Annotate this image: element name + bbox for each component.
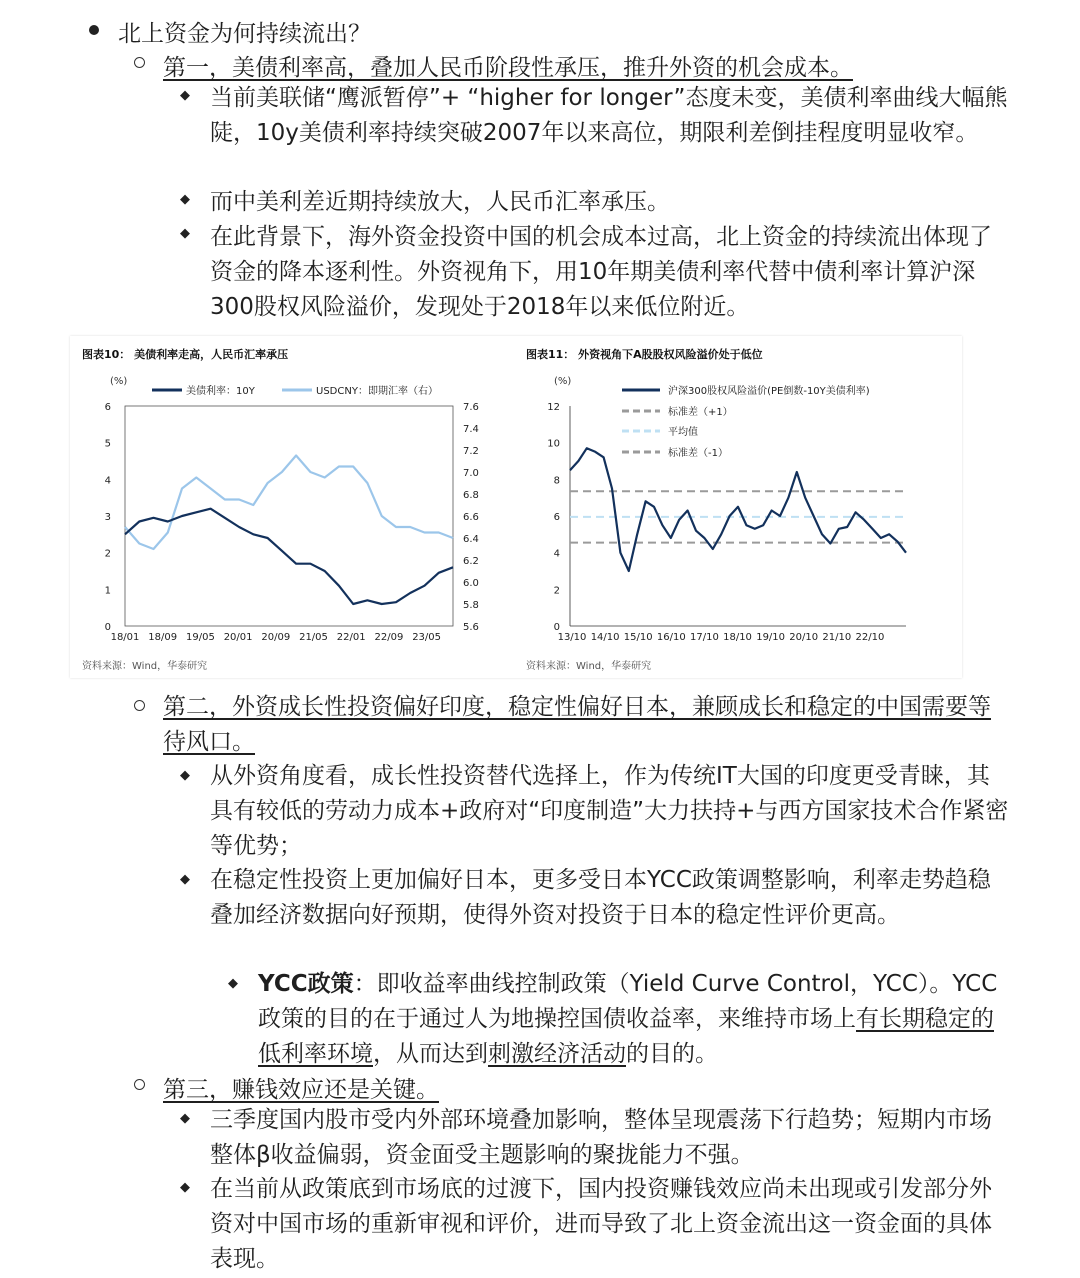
chart11-xtick: 16/10 bbox=[656, 632, 686, 643]
chart10-xtick: 21/05 bbox=[299, 632, 328, 643]
chart11-legend-label-0: 沪深300股权风险溢价(PE倒数-10Y美债利率) bbox=[668, 386, 870, 397]
bullet-diamond: ◆ bbox=[180, 1111, 190, 1126]
point1-bullet-3: 在此背景下，海外资金投资中国的机会成本过高，北上资金的持续流出体现了资金的降本逐利性。外资视角下，用10年期美债利率代替中债利率计算沪深300股权风险溢价，发现处于2018年以来低位附近。 bbox=[210, 224, 992, 320]
chart10-y2tick: 7.4 bbox=[463, 424, 479, 435]
chart11-xtick: 21/10 bbox=[822, 632, 852, 643]
chart11-xtick: 19/10 bbox=[756, 632, 786, 643]
chart10-xtick: 20/01 bbox=[223, 632, 253, 643]
ycc-underline-b: 刺激经济活动 bbox=[488, 1041, 626, 1067]
point1-bullet-2: 而中美利差近期持续放大，人民币汇率承压。 bbox=[210, 189, 670, 215]
ycc-text-b: ，从而达到 bbox=[373, 1041, 488, 1067]
chart11-source: 资料来源：Wind，华泰研究 bbox=[526, 661, 652, 672]
chart10-y2tick: 5.8 bbox=[463, 600, 479, 611]
chart10-xtick: 23/05 bbox=[412, 632, 442, 643]
chart11-ytick: 12 bbox=[547, 402, 560, 413]
bullet-diamond: ◆ bbox=[180, 226, 190, 241]
bullet-diamond: ◆ bbox=[180, 192, 190, 207]
chart11-ytick: 2 bbox=[553, 585, 560, 597]
bullet-diamond: ◆ bbox=[180, 872, 190, 887]
chart10-y2tick: 6.2 bbox=[463, 556, 479, 567]
chart10-y2tick: 6.0 bbox=[463, 578, 479, 589]
bullet-circle bbox=[134, 700, 145, 711]
chart10-y2tick: 7.0 bbox=[463, 468, 479, 479]
point2-bullet-1: 从外资角度看，成长性投资替代选择上，作为传统IT大国的印度更受青睐，其具有较低的劳动力成本+政府对“印度制造”大力扶持+与西方国家技术合作紧密等优势； bbox=[210, 763, 1009, 859]
chart10-y2tick: 7.2 bbox=[463, 446, 479, 457]
chart11-series-line bbox=[570, 448, 906, 571]
chart11-ytick: 4 bbox=[553, 548, 560, 560]
bullet-circle bbox=[134, 57, 145, 68]
chart10-ytick: 0 bbox=[104, 622, 111, 633]
chart11-legend-label-3: 标准差（-1） bbox=[668, 448, 728, 459]
bullet-circle bbox=[134, 1079, 145, 1090]
point3-heading: 第三，赚钱效应还是关键。 bbox=[163, 1077, 439, 1103]
chart11-legend-label-2: 平均值 bbox=[668, 427, 698, 438]
bullet-dot bbox=[89, 25, 99, 35]
chart10-xtick: 20/09 bbox=[261, 632, 291, 643]
section-title: 北上资金为何持续流出？ bbox=[118, 21, 371, 47]
chart11-xtick: 15/10 bbox=[623, 632, 653, 643]
chart11-ytick: 6 bbox=[553, 512, 560, 523]
chart11-xtick: 13/10 bbox=[557, 632, 587, 643]
chart10-xtick: 18/01 bbox=[110, 632, 140, 643]
chart10-series-line-1 bbox=[125, 456, 453, 550]
ycc-text-a: ：即收益率曲线控制政策（Yield Curve Control，YCC）。YCC政策的目的在于通过人为地操控国债收益率，来维持市场上 bbox=[258, 971, 998, 1032]
chart10-xtick: 18/09 bbox=[148, 632, 178, 643]
bullet-diamond: ◆ bbox=[180, 768, 190, 783]
point3-bullet-1: 三季度国内股市受内外部环境叠加影响，整体呈现震荡下行趋势；短期内市场整体β收益偏弱，资金面受主题影响的聚拢能力不强。 bbox=[210, 1107, 992, 1168]
point2-bullet-2: 在稳定性投资上更加偏好日本，更多受日本YCC政策调整影响，利率走势趋稳叠加经济数据向好预期，使得外资对投资于日本的稳定性评价更高。 bbox=[210, 867, 991, 928]
chart11-xtick: 14/10 bbox=[590, 632, 620, 643]
chart10-y2tick: 6.6 bbox=[463, 512, 479, 523]
point1-bullet-1: 当前美联储“鹰派暂停”+ “higher for longer”态度未变，美债利率曲线大幅熊陡，10y美债利率持续突破2007年以来高位，期限利差倒挂程度明显收窄。 bbox=[210, 85, 1008, 146]
chart10-series-line-0 bbox=[125, 509, 453, 604]
ycc-underline-a: 有长期稳定的低利率环境 bbox=[258, 1006, 994, 1067]
chart10-y2tick: 7.6 bbox=[463, 402, 479, 413]
chart10-xtick: 22/01 bbox=[336, 632, 366, 643]
chart10-y2tick: 6.4 bbox=[463, 534, 479, 545]
chart11-legend-label-1: 标准差（+1） bbox=[668, 407, 733, 418]
chart10-source: 资料来源：Wind，华泰研究 bbox=[82, 661, 208, 672]
charts-figure bbox=[70, 336, 962, 678]
chart10-y2tick: 6.8 bbox=[463, 490, 479, 501]
chart10-xtick: 19/05 bbox=[185, 632, 215, 643]
chart11-xtick: 20/10 bbox=[789, 632, 819, 643]
chart10-y2tick: 5.6 bbox=[463, 622, 479, 633]
bullet-diamond: ◆ bbox=[180, 88, 190, 103]
chart10-ytick: 3 bbox=[104, 512, 111, 523]
chart10-ytick: 2 bbox=[104, 548, 111, 560]
chart10-ytick: 1 bbox=[104, 585, 111, 597]
chart11-xtick: 17/10 bbox=[689, 632, 719, 643]
chart11-xtick: 22/10 bbox=[855, 632, 885, 643]
ycc-note bbox=[258, 967, 1010, 1072]
chart10-ytick: 5 bbox=[104, 438, 111, 450]
chart11-ytick: 0 bbox=[553, 622, 560, 633]
chart10-legend-label-1: USDCNY：即期汇率（右） bbox=[316, 386, 438, 397]
ycc-text-c: 的目的。 bbox=[626, 1041, 718, 1067]
chart10-xtick: 22/09 bbox=[374, 632, 404, 643]
ycc-term: YCC政策 bbox=[258, 971, 354, 997]
bullet-diamond: ◆ bbox=[228, 976, 238, 991]
point2-heading: 第二，外资成长性投资偏好印度，稳定性偏好日本，兼顾成长和稳定的中国需要等待风口。 bbox=[163, 694, 991, 755]
chart11-ytick: 8 bbox=[553, 475, 560, 487]
bullet-diamond: ◆ bbox=[180, 1180, 190, 1195]
chart11-title: 图表11： 外资视角下A股股权风险溢价处于低位 bbox=[526, 348, 763, 361]
chart10-legend-label-0: 美债利率：10Y bbox=[186, 386, 255, 397]
chart11-ytick: 10 bbox=[547, 438, 560, 450]
chart10-ytick: 6 bbox=[104, 402, 111, 413]
chart10-ylabel: (%) bbox=[110, 376, 128, 387]
chart11-xtick: 18/10 bbox=[723, 632, 752, 643]
chart11-ylabel: (%) bbox=[554, 376, 572, 387]
point3-bullet-2: 在当前从政策底到市场底的过渡下，国内投资赚钱效应尚未出现或引发部分外资对中国市场的重新审视和评价，进而导致了北上资金流出这一资金面的具体表现。 bbox=[210, 1176, 992, 1272]
chart10-ytick: 4 bbox=[104, 475, 111, 487]
chart-panel bbox=[70, 336, 962, 678]
chart10-title: 图表10： 美债利率走高，人民币汇率承压 bbox=[82, 348, 289, 361]
point1-heading: 第一，美债利率高，叠加人民币阶段性承压，推升外资的机会成本。 bbox=[163, 55, 853, 81]
